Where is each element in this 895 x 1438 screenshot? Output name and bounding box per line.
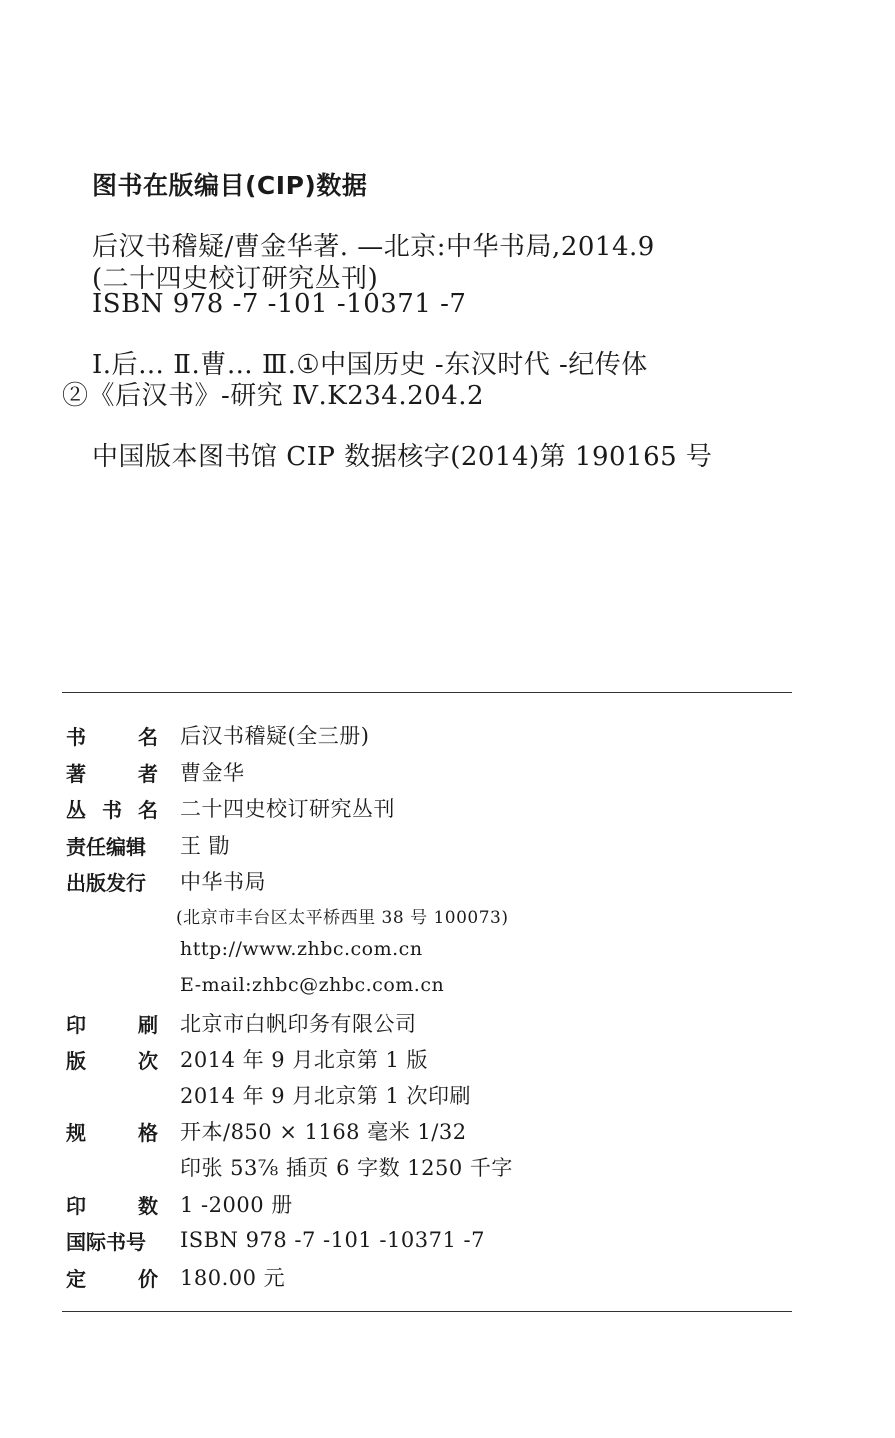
value-format: 开本/850 × 1168 毫米 1/32: [180, 1120, 467, 1144]
top-divider: [62, 692, 792, 693]
row-series: [66, 791, 395, 825]
value-edition: 2014 年 9 月北京第 1 版: [180, 1048, 429, 1072]
value-print-run: 1 -2000 册: [180, 1193, 293, 1217]
value-price: 180.00 元: [180, 1266, 286, 1290]
cip-subject-line-2: ②《后汉书》-研究 Ⅳ.K234.204.2: [62, 381, 485, 411]
value-publisher-email: E-mail:zhbc@zhbc.com.cn: [180, 974, 445, 996]
cip-subject-line-1: Ⅰ.后… Ⅱ.曹… Ⅲ.①中国历史 -东汉时代 -纪传体: [92, 350, 648, 380]
bottom-divider: [62, 1311, 792, 1312]
row-isbn: [66, 1223, 485, 1257]
value-printer: 北京市白帆印务有限公司: [180, 1012, 417, 1036]
row-edition: [66, 1042, 429, 1076]
value-publisher: 中华书局: [180, 870, 266, 894]
label-printer: 印 刷: [66, 1012, 158, 1037]
cip-isbn-line: ISBN 978 -7 -101 -10371 -7: [92, 289, 467, 319]
value-sheets: 印张 53⅞ 插页 6 字数 1250 千字: [180, 1156, 513, 1180]
row-author: [66, 755, 245, 789]
label-isbn: 国际书号: [66, 1229, 146, 1254]
row-editor: [66, 828, 231, 862]
label-spec: 规 格: [66, 1120, 158, 1145]
row-book-name: [66, 718, 370, 752]
value-publisher-website: http://www.zhbc.com.cn: [180, 938, 423, 960]
row-price: [66, 1260, 286, 1294]
cip-bibliographic-line: 后汉书稽疑/曹金华著. —北京:中华书局,2014.9: [92, 232, 655, 262]
value-series: 二十四史校订研究丛刊: [180, 797, 395, 821]
value-author: 曹金华: [180, 761, 245, 785]
row-spec: [66, 1114, 467, 1148]
row-printer: [66, 1006, 417, 1040]
value-editor: 王 勖: [180, 834, 231, 858]
value-printing: 2014 年 9 月北京第 1 次印刷: [180, 1084, 472, 1108]
label-publisher: 出版发行: [66, 870, 146, 895]
cip-heading: 图书在版编目(CIP)数据: [92, 171, 368, 200]
row-publisher: [66, 864, 266, 898]
cip-record-number: 中国版本图书馆 CIP 数据核字(2014)第 190165 号: [92, 442, 713, 472]
value-isbn: ISBN 978 -7 -101 -10371 -7: [180, 1228, 485, 1252]
label-author: 著 者: [66, 761, 158, 786]
label-price: 定 价: [66, 1266, 158, 1291]
label-series: 丛 书 名: [66, 797, 158, 822]
value-book-name: 后汉书稽疑(全三册): [180, 724, 370, 748]
cip-series-line: (二十四史校订研究丛刊): [92, 264, 379, 294]
label-editor: 责任编辑: [66, 834, 146, 859]
label-edition: 版 次: [66, 1048, 158, 1073]
row-print-run: [66, 1187, 293, 1221]
value-publisher-address: (北京市丰台区太平桥西里 38 号 100073): [176, 907, 509, 928]
label-book-name: 书 名: [66, 724, 158, 749]
label-print-run: 印 数: [66, 1193, 158, 1218]
